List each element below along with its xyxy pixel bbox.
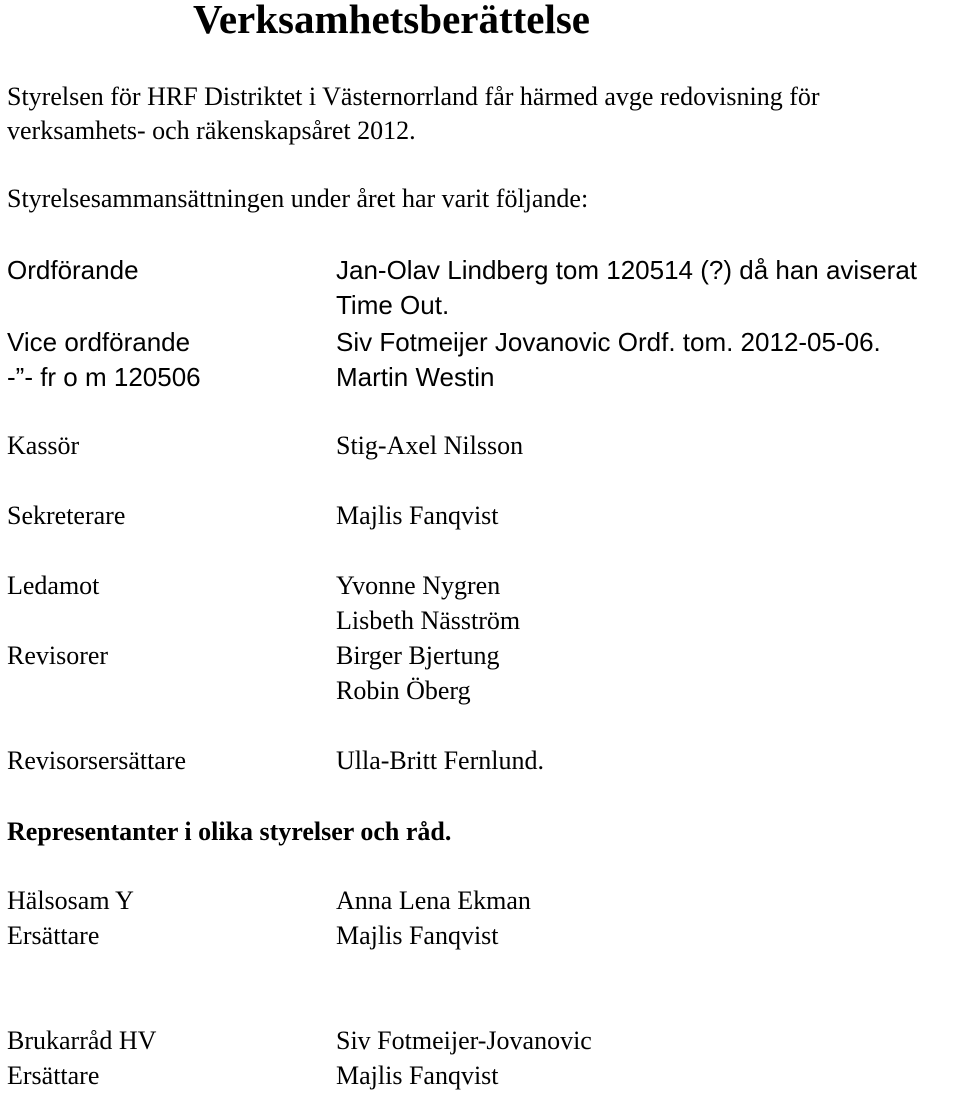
board-row — [0, 568, 960, 604]
board-role-label: Revisorsersättare — [7, 746, 187, 775]
representative-name-value: Anna Lena Ekman — [336, 886, 531, 915]
board-member-value: Jan-Olav Lindberg tom 120514 (?) då han aviserat — [336, 255, 918, 285]
board-member-value: Time Out. — [336, 290, 450, 320]
board-member-value: Stig-Axel Nilsson — [336, 431, 524, 460]
representative-name-value: Majlis Fanqvist — [336, 921, 499, 950]
board-row — [0, 638, 960, 674]
board-member-value: Siv Fotmeijer Jovanovic Ordf. tom. 2012-05-06. — [336, 327, 881, 357]
board-row — [0, 252, 960, 288]
board-member-value: Martin Westin — [336, 362, 495, 392]
board-row — [0, 324, 960, 360]
board-row — [0, 603, 960, 639]
board-role-label: Kassör — [7, 431, 80, 460]
board-role-label: Revisorer — [7, 641, 109, 670]
board-role-label: Sekreterare — [7, 501, 126, 530]
representative-role-label: Ersättare — [7, 1061, 100, 1090]
representative-row — [0, 918, 960, 954]
board-role-label: Ledamot — [7, 571, 100, 600]
board-row — [0, 498, 960, 534]
board-member-value: Ulla-Britt Fernlund. — [336, 746, 544, 775]
board-intro: Styrelsesammansättningen under året har varit följande: — [7, 184, 589, 213]
board-member-value: Birger Bjertung — [336, 641, 500, 670]
board-row — [0, 743, 960, 779]
board-member-value: Yvonne Nygren — [336, 571, 501, 600]
representative-name-value: Majlis Fanqvist — [336, 1061, 499, 1090]
board-row — [0, 428, 960, 464]
intro-line-1: Styrelsen för HRF Distriktet i Västernorrland får härmed avge redovisning för — [7, 82, 820, 111]
board-member-value: Robin Öberg — [336, 676, 471, 705]
representative-row — [0, 1023, 960, 1059]
representative-role-label: Brukarråd HV — [7, 1026, 157, 1055]
representatives-heading: Representanter i olika styrelser och råd. — [7, 817, 452, 846]
intro-line-2: verksamhets- och räkenskapsåret 2012. — [7, 116, 416, 145]
representative-role-label: Ersättare — [7, 921, 100, 950]
representative-row — [0, 1058, 960, 1094]
representative-role-label: Hälsosam Y — [7, 886, 134, 915]
board-role-label: Vice ordförande — [7, 327, 191, 357]
representative-name-value: Siv Fotmeijer-Jovanovic — [336, 1026, 592, 1055]
board-member-value: Lisbeth Näsström — [336, 606, 521, 635]
board-member-value: Majlis Fanqvist — [336, 501, 499, 530]
board-role-label: -”- fr o m 120506 — [7, 362, 201, 392]
board-row — [0, 673, 960, 709]
document-title: Verksamhetsberättelse — [193, 0, 591, 42]
board-row — [0, 359, 960, 395]
board-role-label: Ordförande — [7, 255, 139, 285]
board-row — [0, 287, 960, 323]
representative-row — [0, 883, 960, 919]
